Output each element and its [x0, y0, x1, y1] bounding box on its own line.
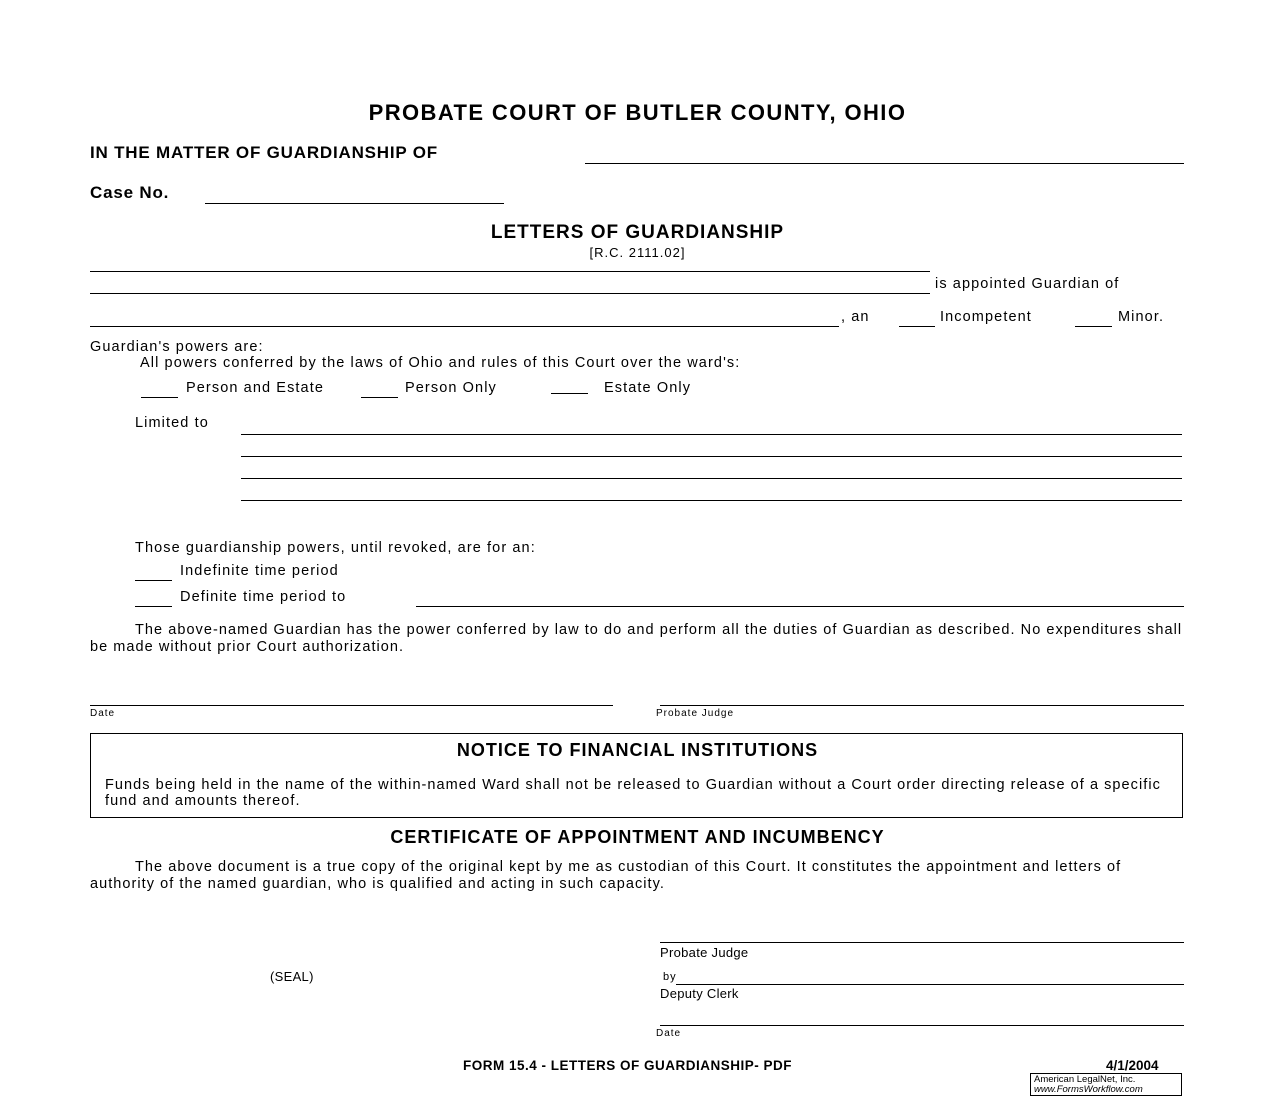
doc-title: LETTERS OF GUARDIANSHIP: [490, 222, 785, 243]
certificate-body: The above document is a true copy of the original kept by me as custodian of this Court. It constitutes the appointment and letters of authority of the named guardian, who is qualified and acting in such capacity.: [90, 859, 1122, 892]
cert-clerk-line[interactable]: [676, 984, 1184, 985]
an-text: , an: [841, 309, 870, 325]
indefinite-label: Indefinite time period: [180, 563, 339, 579]
incompetent-label: Incompetent: [940, 309, 1032, 325]
brand-line-2: www.FormsWorkflow.com: [1034, 1084, 1143, 1095]
date-label: Date: [90, 708, 116, 719]
certificate-title: CERTIFICATE OF APPOINTMENT AND INCUMBENCY: [390, 827, 885, 847]
limited-label: Limited to: [135, 415, 209, 431]
court-title: PROBATE COURT OF BUTLER COUNTY, OHIO: [368, 100, 907, 125]
cert-by-label: by: [663, 971, 677, 983]
powers-heading: Guardian's powers are:: [90, 339, 264, 355]
limited-line-4[interactable]: [241, 500, 1182, 501]
brand-line-1: American LegalNet, Inc.: [1034, 1074, 1136, 1085]
form-date: 4/1/2004: [1106, 1058, 1159, 1073]
guardian-name-line-1[interactable]: [90, 271, 930, 272]
person-only-checkbox-line[interactable]: [361, 397, 398, 398]
definite-date-line[interactable]: [416, 606, 1184, 607]
judge-label: Probate Judge: [656, 708, 735, 719]
cert-date-line[interactable]: [660, 1025, 1184, 1026]
estate-only-checkbox-line[interactable]: [551, 393, 588, 394]
person-estate-label: Person and Estate: [186, 380, 324, 396]
cert-judge-line[interactable]: [660, 942, 1184, 943]
american-legalnet-logo: [1030, 1073, 1182, 1096]
judge-signature-line[interactable]: [660, 705, 1184, 706]
cert-date-label: Date: [656, 1028, 682, 1039]
ward-line[interactable]: [90, 326, 839, 327]
definite-checkbox-line[interactable]: [135, 606, 172, 607]
estate-only-label: Estate Only: [604, 380, 692, 396]
date-signature-line[interactable]: [90, 705, 613, 706]
notice-box: [90, 733, 1183, 818]
matter-label: IN THE MATTER OF GUARDIANSHIP OF: [90, 143, 438, 162]
ward-name-line[interactable]: [585, 163, 1184, 164]
period-heading: Those guardianship powers, until revoked, are for an:: [135, 540, 536, 556]
incompetent-checkbox-line[interactable]: [899, 326, 935, 327]
guardian-name-line-2[interactable]: [90, 293, 930, 294]
doc-citation: [R.C. 2111.02]: [589, 245, 686, 260]
limited-line-2[interactable]: [241, 456, 1182, 457]
powers-all-text: All powers conferred by the laws of Ohio and rules of this Court over the ward's:: [140, 355, 741, 371]
notice-body: Funds being held in the name of the within-named Ward shall not be released to Guardian without a Court order directing release of a specific fund and amounts thereof.: [105, 777, 1161, 809]
definite-label: Definite time period to: [180, 589, 347, 605]
seal-label: (SEAL): [270, 969, 314, 984]
limited-line-1[interactable]: [241, 434, 1182, 435]
minor-checkbox-line[interactable]: [1075, 326, 1112, 327]
indefinite-checkbox-line[interactable]: [135, 580, 172, 581]
appointed-text: is appointed Guardian of: [935, 276, 1120, 292]
case-no-line[interactable]: [205, 203, 504, 204]
form-name: FORM 15.4 - LETTERS OF GUARDIANSHIP- PDF: [462, 1058, 793, 1073]
limited-line-3[interactable]: [241, 478, 1182, 479]
person-estate-checkbox-line[interactable]: [141, 397, 178, 398]
cert-judge-label: Probate Judge: [660, 945, 749, 960]
minor-label: Minor.: [1118, 309, 1165, 325]
case-no-label: Case No.: [90, 183, 170, 202]
notice-title: NOTICE TO FINANCIAL INSTITUTIONS: [456, 740, 819, 760]
cert-clerk-label: Deputy Clerk: [660, 986, 739, 1001]
person-only-label: Person Only: [405, 380, 497, 396]
authority-paragraph: The above-named Guardian has the power conferred by law to do and perform all the duties of Guardian as described. No expenditures shall be made without prior Court authorization.: [90, 622, 1183, 655]
